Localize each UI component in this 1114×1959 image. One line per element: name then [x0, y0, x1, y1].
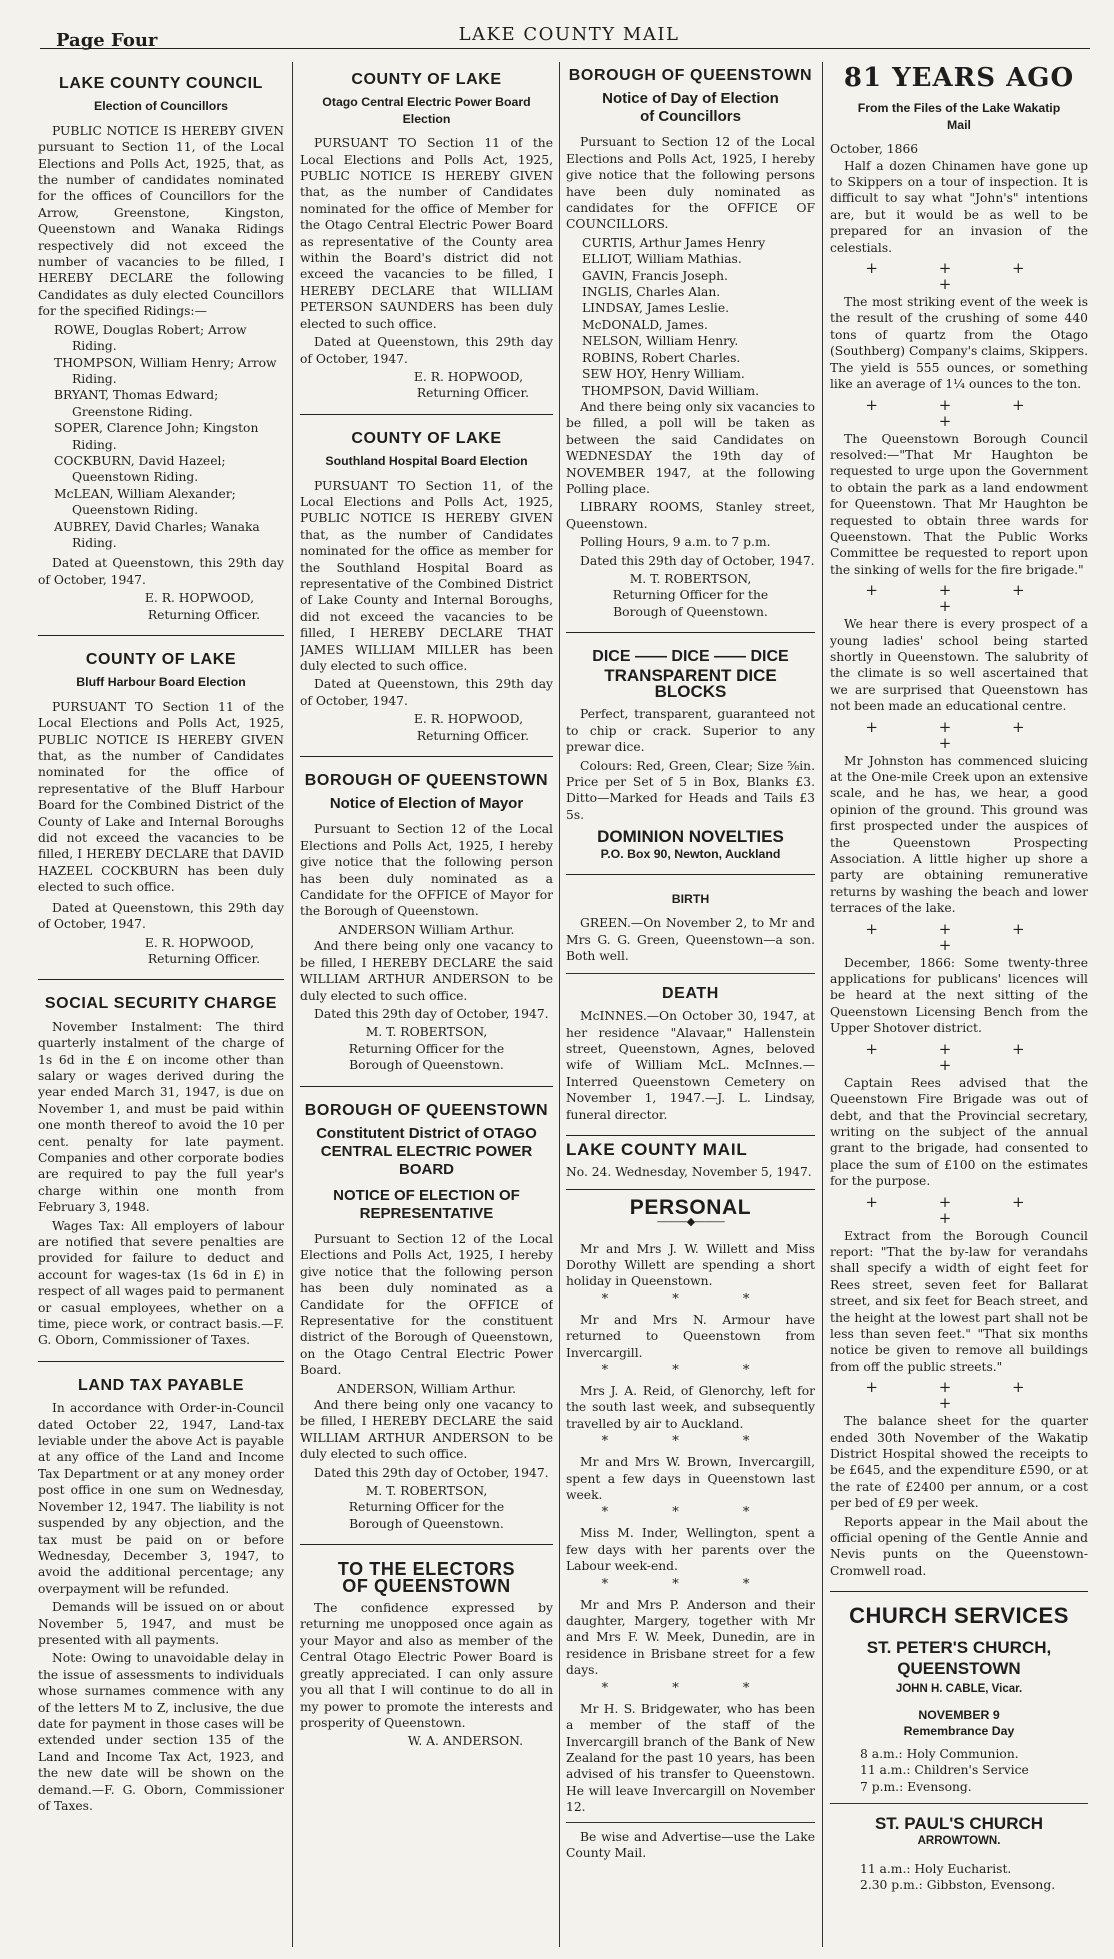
officer-name: E. R. HOPWOOD, [413, 369, 523, 384]
column-divider [822, 62, 823, 1947]
list-item: Mr H. S. Bridgewater, who has been a member of the staff of the Invercargill branch of the Bank of New Zealand for the past 10 years, has been advised of his transfer to Queenstown. He will leave Invercargill on November 12. [566, 1701, 815, 1815]
item-separator: * * * [601, 1363, 780, 1378]
item-separator: * * * [601, 1576, 780, 1592]
notice-body: Pursuant to Section 12 of the Local Elections and Polls Act, 1925, I hereby give notice that the following persons have been duly nominated as candidates for the OFFICE OF COUNCILLORS. [566, 135, 815, 232]
list-item: Mr and Mrs J. W. Willett and Miss Dorothy Willett are spending a short holiday in Queenstown. [566, 1241, 815, 1289]
notice-subtitle: Otago Central Electric Power Board Election [322, 95, 531, 126]
list-item: BRYANT, Thomas Edward; Greenstone Riding. [54, 388, 219, 419]
notice-subtitle: Bluff Harbour Board Election [76, 675, 246, 690]
list-item: We hear there is every prospect of a young ladies' school being started shortly in Queenstown. The salubrity of the climate is so well ascertained that we are surprised that Queenstown has not been made an educational centre. [830, 617, 1088, 714]
years-ago-column [830, 63, 1088, 1579]
personal-column [566, 1195, 815, 1862]
officer-role: Returning Officer. [147, 951, 260, 966]
item-separator: * * * [601, 1680, 780, 1696]
signature: W. A. ANDERSON. [407, 1734, 523, 1749]
section-rule [300, 1086, 553, 1087]
officer-role: Returning Officer. [416, 386, 529, 401]
item-separator: + + + + [865, 919, 1053, 954]
church-location: ARROWTOWN. [917, 1834, 1001, 1847]
section-rule [38, 1361, 284, 1362]
notice-body: November Instalment: The third quarterly instalment of the charge of 1s 6d in the £ on income other than salary or wages derived during the year ended March 31, 1947, is due on November 1, and must be paid within one month thereof to avoid the 10 per cent. penalty for late payment. Companies and other corporate bodies are required to pay the full year's charge within one month from February 3, 1948. [38, 1019, 284, 1215]
notice-body: PURSUANT TO Section 11 of the Local Elections and Polls Act, 1925, PUBLIC NOTICE IS HEREBY GIVEN that, as the number of Candidates nominated for the office of representative of the Bluff Harbour Board for the Combined District of the County of Lake and Internal Boroughs did not exceed the vacancies to be filled, I HEREBY DECLARE that DAVID HAZEEL COCKBURN has been duly elected to such office. [38, 699, 284, 895]
candidate-list [566, 235, 815, 399]
column-3 [566, 60, 815, 1959]
list-item: SEW HOY, Henry William. [582, 367, 745, 382]
list-item: ELLIOT, William Mathias. [582, 252, 742, 267]
dice-advert [566, 649, 815, 862]
notice-subtitle: Southland Hospital Board Election [325, 454, 528, 469]
item-separator: + + + + [865, 1378, 1053, 1413]
list-item: The most striking event of the week is the result of the crushing of some 440 tons of quartz from the Otago (Southberg) Company's claims, Skippers. The yield is 555 ounces, or something like an average of 1¼ ounces to the ton. [830, 295, 1088, 392]
officer-name: M. T. ROBERTSON, [629, 571, 752, 586]
item-separator: + + + + [865, 581, 1053, 616]
paper-title: LAKE COUNTY MAIL [566, 1139, 748, 1159]
notice-body: Pursuant to Section 12 of the Local Elections and Polls Act, 1925, I hereby give notice that the following person has been duly nominated as a Candidate for the OFFICE of Mayor for the Borough of Queenstown. [300, 822, 553, 919]
section-rule [830, 1591, 1088, 1592]
notice-date: Dated this 29th day of October, 1947. [314, 1006, 549, 1021]
section-rule [38, 635, 284, 636]
officer-role: Borough of Queenstown. [613, 604, 768, 619]
column-divider [559, 62, 560, 1947]
title-ornament: ———◆——— [656, 1215, 725, 1229]
bluff-notice [38, 652, 284, 967]
list-item: McDONALD, James. [582, 317, 708, 332]
notice-date: Dated at Queenstown, this 29th day of October, 1947. [300, 677, 553, 708]
notice-title: BOROUGH OF QUEENSTOWN [304, 1101, 549, 1119]
notice-title: TO THE ELECTORS OF QUEENSTOWN [337, 1559, 516, 1596]
notice-body: The confidence expressed by returning me unopposed once again as your Mayor and also as member of the Central Otago Electric Power Board is greatly appreciated. I can only assure you all that I will continue to do all in my power to promote the interests and prosperity of Queenstown. [300, 1601, 553, 1730]
officer-role: Borough of Queenstown. [349, 1058, 504, 1073]
list-item: McLEAN, William Alexander; Queenstown Riding. [54, 486, 236, 518]
list-item: AUBREY, David Charles; Wanaka Riding. [54, 519, 260, 550]
list-item: Extract from the Borough Council report: "That the by-law for verandahs shall specify a width of eight feet for Rees street, seven feet for Ballarat street, and six feet for Beach street, and the height at the lowest part shall not be less than seven feet." "That six months notice be given to remove all buildings from off the public streets." [830, 1228, 1088, 1374]
section-rule [300, 1544, 553, 1545]
item-separator: + + + + [865, 1192, 1053, 1227]
advert-title: TRANSPARENT DICE BLOCKS [604, 665, 777, 701]
item-separator: * * * [601, 1434, 780, 1450]
column-2 [300, 60, 553, 1959]
officer-role: Returning Officer. [147, 607, 260, 622]
list-item: INGLIS, Charles Alan. [582, 285, 721, 300]
list-item: Mrs J. A. Reid, of Glenorchy, left for the south last week, and subsequently travelled by air to Auckland. [566, 1384, 815, 1431]
notice-heading: NOTICE OF ELECTION OF REPRESENTATIVE [333, 1186, 520, 1222]
officer-role: Returning Officer for the [612, 588, 769, 603]
advert-address: P.O. Box 90, Newton, Auckland [600, 846, 781, 861]
section-rule [566, 874, 815, 875]
list-item: Mr Johnston has commenced sluicing at the One-mile Creek upon an extensive scale, and he has, we hear, a good opinion of the ground. This ground was first prospected under the auspices of the Queenstown Prospecting Association. A little higher up shore a party are obtaining remunerative returns by washing the beach and lower terraces of the lake. [830, 753, 1088, 916]
section-subtitle: From the Files of the Lake Wakatip Mail [857, 101, 1061, 132]
list-item: The Queenstown Borough Council resolved:—"That Mr Haughton be requested to urge upon the Government to obtain the park as a land endowment for Queenstown. That Mr Haughton be requested to obtain three wards for Queenstown. That the Public Works Committee be requested to report upon the sinking of wells for the fire brigade." [830, 431, 1088, 577]
southland-notice [300, 431, 553, 744]
notice-date: Dated this 29th day of October, 1947. [580, 553, 815, 568]
section-rule [566, 1135, 815, 1136]
notice-title: SOCIAL SECURITY CHARGE [44, 995, 278, 1013]
land-tax-notice [38, 1378, 284, 1815]
list-item: 11 a.m.: Children's Service [860, 1763, 1029, 1778]
death-notice [566, 986, 815, 1123]
page-header [52, 22, 1086, 62]
list-item: THOMPSON, William Henry; Arrow Riding. [54, 355, 277, 386]
constituent-notice [300, 1103, 553, 1533]
section-rule [566, 1822, 815, 1823]
list-item: THOMPSON, David William. [582, 383, 760, 398]
header-rule [40, 48, 1090, 49]
advert-footer: Be wise and Advertise—use the Lake County Mail. [566, 1829, 815, 1860]
officer-role: Returning Officer for the [348, 1500, 505, 1515]
officer-role: Returning Officer for the [348, 1041, 505, 1056]
section-date: October, 1866 [830, 142, 919, 157]
service-day: Remembrance Day [903, 1724, 1015, 1739]
electors-notice [300, 1561, 553, 1749]
section-title: 81 YEARS AGO [843, 63, 1075, 93]
officer-name: E. R. HOPWOOD, [144, 935, 254, 950]
notice-title: COUNTY OF LAKE [85, 651, 237, 668]
list-item: CURTIS, Arthur James Henry [582, 235, 766, 250]
notice-subtitle: Notice of Day of Election of Councillors [602, 90, 779, 126]
notice-title: COUNTY OF LAKE [351, 71, 502, 88]
notice-body: PUBLIC NOTICE IS HEREBY GIVEN pursuant to Section 11, of the Local Elections and Polls Act, 1925, that, as the number of candidates nominated for the offices of Councillors for the Arrow, Greenstone, Kingston, Queenstown and Wanaka Ridings respectively did not exceed the number of vacancies to be filled, I HEREBY DECLARE the following Candidates as duly elected Councillors for the specified Ridings:— [38, 123, 284, 319]
officer-role: Borough of Queenstown. [349, 1516, 504, 1531]
notice-title: LAND TAX PAYABLE [77, 1376, 245, 1394]
advert-body: Colours: Red, Green, Clear; Size ⅝in. Price per Set of 5 in Box, Blanks £3. Ditto—Marked for Heads and Tails £3 5s. [566, 758, 815, 822]
advert-company: DOMINION NOVELTIES [597, 827, 784, 847]
candidate-name: ANDERSON, William Arthur. [336, 1381, 517, 1396]
church-services [830, 1603, 1088, 1893]
section-rule [566, 1189, 815, 1190]
notice-body: And there being only one vacancy to be filled, I HEREBY DECLARE the said WILLIAM ARTHUR ANDERSON to be duly elected to such office. [300, 939, 553, 1003]
notice-body: McINNES.—On October 30, 1947, at her residence "Alavaar," Hallenstein street, Queenstown, Agnes, beloved wife of William McL. McInnes.—Interred Queenstown Cemetery on November 1, 1947.—J. L. Lindsay, funeral director. [566, 1009, 815, 1122]
list-item: December, 1866: Some twenty-three applications for publicans' licences will be heard at the next sitting of the Queenstown Licensing Bench from the Upper Shotover district. [830, 955, 1088, 1036]
advert-heading: DICE —— DICE —— DICE [592, 648, 789, 666]
list-item: 11 a.m.: Holy Eucharist. [860, 1861, 1012, 1876]
notice-date: Dated at Queenstown, this 29th day of October, 1947. [300, 335, 553, 366]
notice-body: PURSUANT TO Section 11 of the Local Elections and Polls Act, 1925, PUBLIC NOTICE IS HEREBY GIVEN that, as the number of Candidates nominated for the office of Member for the Otago Central Electric Power Board as representative of the County area within the Board's district did not exceed the vacancies to be filled, I HEREBY DECLARE that WILLIAM PETERSON SAUNDERS has been duly elected to such office. [300, 136, 553, 331]
section-rule [300, 756, 553, 757]
notice-subtitle: Constitutent District of OTAGO CENTRAL ELECTRIC POWER BOARD [316, 1124, 537, 1178]
vicar-name: JOHN H. CABLE, Vicar. [895, 1682, 1023, 1695]
list-item: The balance sheet for the quarter ended 30th November of the Wakatip District Hospital showed the receipts to be £645, and the expenditure £590, or at the rate of £2400 per annum, or a cost per bed of £9 per week. [830, 1414, 1088, 1511]
list-item: ROBINS, Robert Charles. [582, 350, 741, 365]
list-item: Mr and Mrs P. Anderson and their daughter, Margery, together with Mr and Mrs F. W. Meek, Dunedin, are in residence in Brisbane street for a few days. [566, 1597, 815, 1678]
notice-title: BIRTH [671, 892, 710, 907]
notice-body: Wages Tax: All employers of labour are notified that severe penalties are provided for failure to deduct and account for wages-tax (1s 6d in £) in respect of all wages paid to permanent or casual employees, whether on a time, piece work, or contract basis.—F. G. Oborn, Commissioner of Taxes. [38, 1218, 284, 1348]
list-item: NELSON, William Henry. [582, 334, 739, 349]
item-separator: + + + + [865, 395, 1053, 430]
column-1 [38, 60, 284, 1959]
notice-title: DEATH [662, 984, 719, 1002]
column-4 [830, 60, 1088, 1959]
list-item: Mr and Mrs N. Armour have returned to Queenstown from Invercargill. [566, 1312, 815, 1360]
list-item: Mr and Mrs W. Brown, Invercargill, spent a few days in Queenstown last week. [566, 1455, 815, 1503]
section-rule [566, 973, 815, 974]
section-title: CHURCH SERVICES [849, 1603, 1069, 1629]
item-separator: * * * [601, 1291, 780, 1307]
list-item: Reports appear in the Mail about the official opening of the Gentle Annie and Nevis punts on the Queenstown-Cromwell road. [830, 1514, 1088, 1578]
otago-notice [300, 72, 553, 402]
notice-body: Pursuant to Section 12 of the Local Elections and Polls Act, 1925, I hereby give notice that the following person has been duly nominated as a Candidate for the OFFICE of Representative for the constituent district of the Borough of Queenstown, on the Otago Central Electric Power Board. [300, 1231, 553, 1378]
section-rule [38, 979, 284, 980]
notice-title: COUNTY OF LAKE [351, 429, 502, 447]
list-item: Half a dozen Chinamen have gone up to Skippers on a tour of inspection. It is difficult to say what "John's" intentions are, but it would be as well to be prepared for an invasion of the celestials. [830, 158, 1088, 255]
section-title: PERSONAL [629, 1195, 752, 1219]
column-divider [292, 62, 293, 1947]
list-item: COCKBURN, David Hazeel; Queenstown Riding. [54, 453, 226, 485]
social-security-notice [38, 996, 284, 1349]
councillors-notice [566, 68, 815, 620]
church-name: ST. PETER'S CHURCH, QUEENSTOWN [866, 1637, 1052, 1678]
mayor-notice [300, 773, 553, 1074]
list-item: 7 p.m.: Evensong. [860, 1779, 972, 1794]
list-item: LINDSAY, James Leslie. [582, 301, 730, 316]
section-rule [566, 632, 815, 633]
notice-subtitle: Notice of Election of Mayor [329, 795, 524, 813]
birth-notice [566, 891, 815, 965]
item-separator: + + + + [865, 259, 1053, 294]
item-separator: * * * [601, 1505, 780, 1521]
list-item: 2.30 p.m.: Gibbston, Evensong. [860, 1878, 1056, 1893]
notice-body: And there being only one vacancy to be filled, I HEREBY DECLARE the said WILLIAM ARTHUR ANDERSON to be duly elected to such office. [300, 1398, 553, 1462]
list-item: ROWE, Douglas Robert; Arrow Riding. [54, 322, 247, 354]
officer-name: E. R. HOPWOOD, [144, 591, 254, 606]
notice-subtitle: Election of Councillors [94, 99, 228, 114]
page-number: Page Four [56, 30, 158, 51]
list-item: SOPER, Clarence John; Kingston Riding. [54, 421, 259, 452]
advert-body: Perfect, transparent, guaranteed not to chip or crack. Superior to any prewar dice. [566, 707, 815, 755]
church-name: ST. PAUL'S CHURCH [874, 1814, 1044, 1834]
item-separator: + + + + [865, 1039, 1053, 1074]
notice-body: And there being only six vacancies to be filled, a poll will be taken as between the said Candidates on WEDNESDAY the 19th day of NOVEMBER 1947, at the following Polling place. [566, 399, 815, 496]
notice-date: Dated at Queenstown, this 29th day of October, 1947. [38, 556, 284, 587]
polling-place: LIBRARY ROOMS, Stanley street, Queenstown. [566, 500, 815, 531]
notice-title: BOROUGH OF QUEENSTOWN [304, 772, 549, 790]
notice-title: BOROUGH OF QUEENSTOWN [568, 67, 813, 84]
notice-date: Dated at Queenstown, this 29th day of October, 1947. [38, 900, 284, 932]
section-rule [300, 414, 553, 415]
notice-body: GREEN.—On November 2, to Mr and Mrs G. G. Green, Queenstown—a son. Both well. [566, 916, 815, 964]
polling-hours: Polling Hours, 9 a.m. to 7 p.m. [580, 535, 771, 550]
notice-body: In accordance with Order-in-Council dated October 22, 1947, Land-tax leviable under the above Act is payable at any office of the Land and Income Tax Department or at any money order post office in one sum on Wednesday, November 12, 1947. The liability is not suspended by any objection, and the tax must be paid on or before Wednesday, December 3, 1947, to avoid the additional percentage; any overpayment will be refunded. [38, 1401, 284, 1596]
officer-name: E. R. HOPWOOD, [413, 712, 523, 727]
officer-name: M. T. ROBERTSON, [365, 1484, 488, 1499]
council-notice [38, 76, 284, 623]
masthead: LAKE COUNTY MAIL [458, 24, 680, 45]
service-date: NOVEMBER 9 [918, 1708, 1000, 1723]
candidate-list [38, 322, 284, 552]
notice-body: Note: Owing to unavoidable delay in the issue of assessments to individuals whose surnames commence with any of the letters M to Z, inclusive, the due date for payment in those cases will be extended under section 135 of the Land and Income Tax Act, 1923, and the new date will be shown on the demand.—F. G. Oborn, Commissioner of Taxes. [38, 1651, 284, 1813]
notice-title: LAKE COUNTY COUNCIL [59, 75, 263, 92]
notice-body: PURSUANT TO Section 11, of the Local Elections and Polls Act, 1925, PUBLIC NOTICE IS HEREBY GIVEN that, as the number of Candidates nominated for the office as member for the Southland Hospital Board as representative of the Combined District of Lake County and Internal Boroughs, did not exceed the vacancies to be filled, I HEREBY DECLARE THAT JAMES WILLIAM MILLER has been duly elected to such office. [300, 478, 553, 673]
candidate-name: ANDERSON William Arthur. [338, 922, 515, 937]
officer-name: M. T. ROBERTSON, [365, 1025, 488, 1040]
section-rule [830, 1803, 1088, 1804]
paper-issue: No. 24. Wednesday, November 5, 1947. [566, 1165, 812, 1180]
item-separator: + + + + [865, 717, 1053, 752]
notice-body: Demands will be issued on or about November 5, 1947, and must be presented with all payments. [38, 1600, 284, 1647]
list-item: 8 a.m.: Holy Communion. [860, 1746, 1019, 1761]
notice-date: Dated this 29th day of October, 1947. [314, 1465, 549, 1480]
officer-role: Returning Officer. [416, 728, 529, 743]
list-item: Miss M. Inder, Wellington, spent a few days with her parents over the Labour week-end. [566, 1526, 815, 1574]
list-item: Captain Rees advised that the Queenstown Fire Brigade was out of debt, and that the Provincial secretary, writing on the subject of the annual grant to the brigade, had consented to place the sum of £100 on the estimates for the purpose. [830, 1075, 1088, 1189]
list-item: GAVIN, Francis Joseph. [582, 268, 728, 283]
